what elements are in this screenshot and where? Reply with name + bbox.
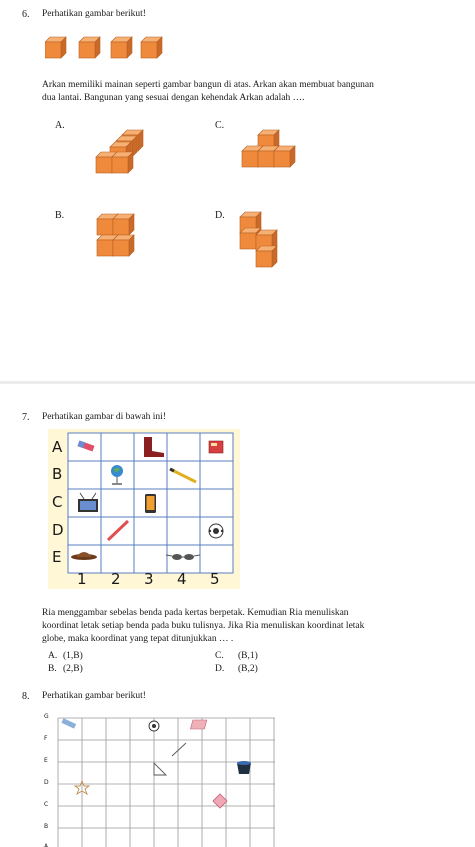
pencil-icon [172,743,186,756]
q8-row-label-a: A [44,843,49,847]
col-label-1: 1 [77,570,87,588]
q8-prompt: Perhatikan gambar berikut! [42,691,146,701]
eraser-icon [61,718,76,728]
q6-option-b-label[interactable]: B. [55,210,65,221]
section-divider [0,381,475,384]
q6-option-c-label[interactable]: C. [215,120,225,131]
q7-answer-c-label[interactable]: C. [215,651,224,661]
q8-number: 8. [22,691,30,702]
q7-prompt: Perhatikan gambar di bawah ini! [42,412,166,422]
q7-answer-d-label[interactable]: D. [215,664,225,674]
q7-answer-d-value[interactable]: (B,2) [238,664,258,674]
cube-icon [141,37,162,58]
col-label-2: 2 [111,570,121,588]
cube-icon [79,37,100,58]
q7-answer-a-label[interactable]: A. [48,651,58,661]
row-label-a: A [52,438,63,456]
row-label-b: B [52,465,63,483]
cube-icon [45,37,66,58]
ball-icon [209,524,223,538]
q6-prompt: Perhatikan gambar berikut! [42,9,146,19]
q8-row-label-e: E [44,757,48,764]
q7-body-line3: globe, maka koordinat yang tepat ditunjukkan … . [42,634,234,644]
ball-icon [149,721,159,731]
option-d-cube-figure[interactable] [238,208,283,268]
q8-row-label-b: B [44,823,49,830]
option-b-cube-figure[interactable] [95,210,145,260]
col-label-4: 4 [177,570,187,588]
q7-answer-b-label[interactable]: B. [48,664,57,674]
q6-body-line2: dua lantai. Bangunan yang sesuai dengan kehendak Arkan adalah …. [42,93,305,103]
row-label-e: E [52,548,62,566]
q6-body-line1: Arkan memiliki mainan seperti gambar bangun di atas. Arkan akan membuat bangunan [42,80,374,90]
coordinate-grid-panel [48,429,240,589]
book-icon [190,720,206,729]
q8-coordinate-grid [40,712,280,847]
q6-option-a-label[interactable]: A. [55,120,65,131]
q7-body-line1: Ria menggambar sebelas benda pada kertas berpetak. Kemudian Ria menuliskan [42,608,349,618]
q7-number: 7. [22,412,30,423]
row-label-d: D [52,521,64,539]
book-icon [209,441,223,453]
q7-body-line2: koordinat letak setiap benda pada buku tulisnya. Jika Ria menuliskan koordinat letak [42,621,365,631]
q8-row-label-g: G [44,713,49,720]
q8-row-label-d: D [44,779,49,786]
q8-row-label-f: F [44,735,48,742]
col-label-3: 3 [144,570,154,588]
option-c-cube-figure[interactable] [240,128,310,173]
col-label-5: 5 [210,570,220,588]
q6-number: 6. [22,9,30,20]
q8-row-label-c: C [44,801,49,808]
phone-icon [145,494,156,513]
q7-answer-a-value[interactable]: (1,B) [63,651,83,661]
q7-answer-c-value[interactable]: (B,1) [238,651,258,661]
option-a-cube-figure[interactable] [92,128,162,178]
q6-option-d-label[interactable]: D. [215,210,225,221]
mug-icon [237,761,251,774]
q7-answer-b-value[interactable]: (2,B) [63,664,83,674]
triangle-ruler-icon [154,763,166,775]
single-cubes-figure [45,36,165,62]
row-label-c: C [52,493,63,511]
cube-icon [111,37,132,58]
